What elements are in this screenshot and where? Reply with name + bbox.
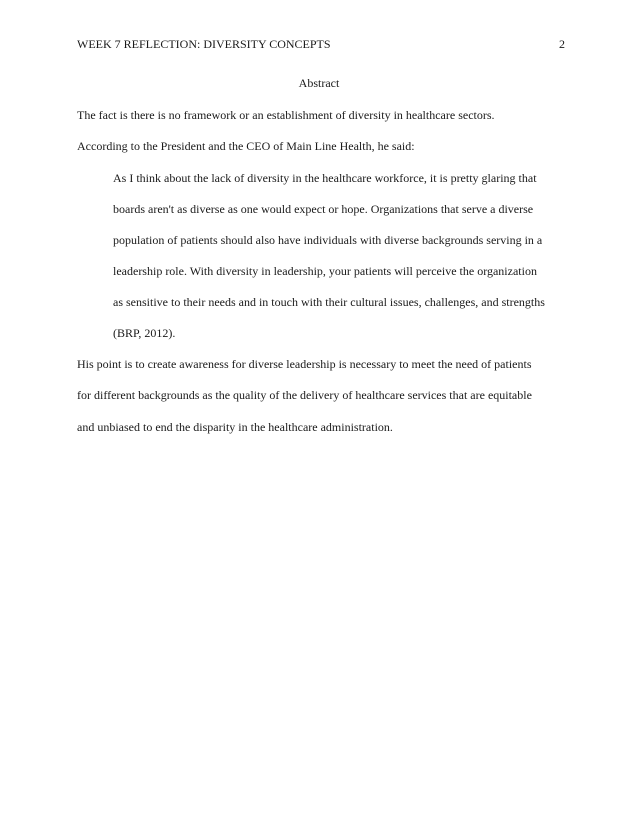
- section-title: Abstract: [298, 76, 340, 90]
- page-number: 2: [559, 37, 565, 51]
- intro-line-1: The fact is there is no framework or an establishment of diversity in healthcare sectors.: [77, 108, 495, 122]
- intro-line-2: According to the President and the CEO of Main Line Health, he said:: [77, 139, 415, 153]
- closing-line-3: and unbiased to end the disparity in the healthcare administration.: [77, 420, 393, 434]
- quote-line-2: boards aren't as diverse as one would expect or hope. Organizations that serve a diverse: [113, 202, 534, 216]
- quote-line-6: (BRP, 2012).: [113, 326, 176, 340]
- running-head: WEEK 7 REFLECTION: DIVERSITY CONCEPTS: [77, 37, 331, 51]
- quote-line-1: As I think about the lack of diversity in the healthcare workforce, it is pretty glaring that: [113, 171, 537, 185]
- quote-line-4: leadership role. With diversity in leadership, your patients will perceive the organization: [113, 264, 537, 278]
- page-header: [77, 37, 565, 53]
- closing-line-2: for different backgrounds as the quality of the delivery of healthcare services that are equitable: [77, 388, 532, 402]
- quote-line-3: population of patients should also have individuals with diverse backgrounds serving in a: [113, 233, 543, 247]
- closing-line-1: His point is to create awareness for diverse leadership is necessary to meet the need of patients: [77, 357, 532, 371]
- quote-line-5: as sensitive to their needs and in touch with their cultural issues, challenges, and strengths: [113, 295, 545, 309]
